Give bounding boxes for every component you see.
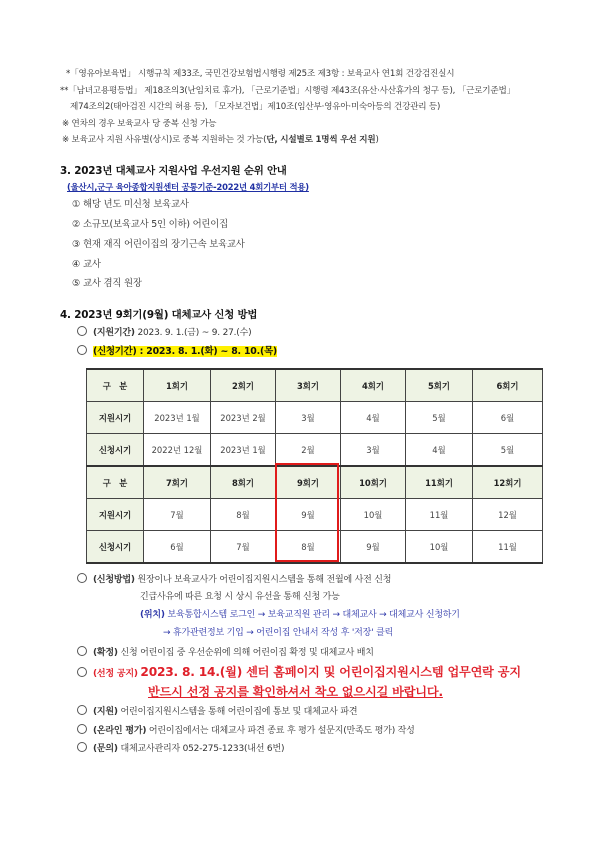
table-cell: 2023년 2월 [211, 402, 276, 434]
note-line-1: *「영유아보육법」 시행규칙 제33조, 국민건강보험법시행령 제25조 제3항 : 보육교사 연1회 건강검진실시 [66, 69, 455, 79]
circle-bullet-icon [77, 345, 87, 355]
table-cell: 구 분 [87, 369, 144, 402]
method-line-2: 긴급사유에 따른 요청 시 상시 유선을 통해 신청 가능 [140, 592, 340, 602]
note-line-4: ※ 연차의 경우 보육교사 당 중복 신청 가능 [62, 119, 217, 129]
table-cell: 9월 [341, 531, 406, 564]
inquiry-label: (문의) [93, 744, 118, 754]
method-line-1: 원장이나 보육교사가 어린이집지원시스템을 통해 전월에 사전 신청 [137, 575, 392, 585]
table-cell: 2022년 12월 [144, 434, 211, 467]
section-3-title: 3. 2023년 대체교사 지원사업 우선지원 순위 안내 [60, 165, 287, 177]
notice-label: (선정 공지) [93, 669, 138, 679]
table-cell: 9월 [276, 499, 341, 531]
table-cell: 10회기 [341, 466, 406, 499]
table-cell: 2월 [276, 434, 341, 467]
confirm-label: (확정) [93, 648, 118, 658]
circle-bullet-icon [77, 573, 87, 583]
table-cell: 2023년 1월 [144, 402, 211, 434]
table-cell: 6월 [473, 402, 543, 434]
table-header-row [87, 369, 543, 402]
table-cell: 11월 [406, 499, 473, 531]
table-cell: 5회기 [406, 369, 473, 402]
support-period-label: (지원기간) [93, 328, 135, 338]
table-cell: 8회기 [211, 466, 276, 499]
priority-item-1: ① 해당 년도 미신청 보육교사 [72, 199, 189, 210]
notice-row [77, 664, 521, 682]
table-row-header: 지원시기 [87, 402, 144, 434]
method-row [77, 573, 391, 586]
table-cell: 11회기 [406, 466, 473, 499]
note-line-2: **「남녀고용평등법」 제18조의3(난임치료 휴가), 「근로기준법」시행령 제43조(유산·사산휴가의 청구 등), 「근로기준법」 [60, 86, 515, 96]
table-cell: 4월 [406, 434, 473, 467]
note-line-5-prefix: ※ 보육교사 지원 사유별(상시)로 중복 지원하는 것 가능( [62, 135, 267, 145]
confirm-row [77, 646, 374, 659]
table-cell: 9회기 [276, 466, 341, 499]
method-label: (신청방법) [93, 575, 135, 585]
table-cell: 8월 [211, 499, 276, 531]
table-row-header: 신청시기 [87, 434, 144, 467]
note-line-5 [62, 134, 379, 146]
support-label: (지원) [93, 707, 118, 717]
inquiry-text: 대체교사관리자 052-275-1233(내선 6번) [120, 744, 285, 754]
table-row-header: 신청시기 [87, 531, 144, 564]
confirm-text: 신청 어린이집 중 우선순위에 의해 어린이집 확정 및 대체교사 배치 [120, 648, 374, 658]
priority-item-3: ③ 현재 재직 어린이집의 장기근속 보육교사 [72, 239, 245, 250]
circle-bullet-icon [77, 326, 87, 336]
priority-item-5: ⑤ 교사 겸직 원장 [72, 278, 142, 289]
table-row [87, 531, 543, 564]
table-cell: 7월 [144, 499, 211, 531]
inquiry-row [77, 742, 284, 755]
table-cell: 3월 [341, 434, 406, 467]
table-cell: 4회기 [341, 369, 406, 402]
table-cell: 10월 [406, 531, 473, 564]
notice-text: 2023. 8. 14.(월) 센터 홈페이지 및 어린이집지원시스템 업무연락 공지 [140, 665, 521, 679]
support-row [77, 705, 357, 718]
location-label: (위치) [140, 610, 165, 620]
table-row [87, 402, 543, 434]
note-line-5-suffix: ) [375, 135, 379, 145]
circle-bullet-icon [77, 646, 87, 656]
table-cell: 구 분 [87, 466, 144, 499]
table-cell: 2회기 [211, 369, 276, 402]
table-cell: 6월 [144, 531, 211, 564]
note-line-3: 제74조의2(태아검진 시간의 허용 등), 「모자보건법」제10조(임산부·영유아·미숙아등의 건강관리 등) [70, 102, 441, 112]
table-cell: 10월 [341, 499, 406, 531]
table-row-header: 지원시기 [87, 499, 144, 531]
table-cell: 11월 [473, 531, 543, 564]
table-cell: 12월 [473, 499, 543, 531]
section-3-subtitle: (울산시,군구 육아종합지원센터 공통기준-2022년 4회기부터 적용) [67, 182, 309, 192]
support-text: 어린이집지원시스템을 통해 어린이집에 통보 및 대체교사 파견 [120, 707, 358, 717]
schedule-table [86, 368, 543, 564]
table-row [87, 434, 543, 467]
location-row [140, 609, 460, 621]
note-line-5-bold: 단, 시설별로 1명씩 우선 지원 [266, 135, 376, 145]
support-period-row [77, 326, 251, 339]
apply-period-highlight: (신청기간) : 2023. 8. 1.(화) ~ 8. 10.(목) [93, 346, 278, 357]
table-cell: 5월 [473, 434, 543, 467]
section-4-title: 4. 2023년 9회기(9월) 대체교사 신청 방법 [60, 309, 258, 321]
support-period-value: 2023. 9. 1.(금) ~ 9. 27.(수) [137, 328, 252, 338]
table-cell: 2023년 1월 [211, 434, 276, 467]
location-line-1: 보육통합시스템 로그인 → 보육교직원 관리 → 대체교사 → 대체교사 신청하기 [167, 610, 460, 620]
eval-row [77, 724, 415, 737]
table-cell: 7회기 [144, 466, 211, 499]
circle-bullet-icon [77, 705, 87, 715]
table-cell: 3회기 [276, 369, 341, 402]
table-cell: 7월 [211, 531, 276, 564]
table-cell: 12회기 [473, 466, 543, 499]
table-header-row [87, 466, 543, 499]
circle-bullet-icon [77, 742, 87, 752]
eval-label: (온라인 평가) [93, 726, 147, 736]
circle-bullet-icon [77, 667, 87, 677]
apply-period-row [77, 345, 277, 358]
notice-warning: 반드시 선정 공지를 확인하셔서 착오 없으시길 바랍니다. [148, 685, 443, 699]
table-cell: 3월 [276, 402, 341, 434]
table-cell: 5월 [406, 402, 473, 434]
priority-item-4: ④ 교사 [72, 259, 101, 270]
table-cell: 1회기 [144, 369, 211, 402]
priority-item-2: ② 소규모(보육교사 5인 이하) 어린이집 [72, 219, 228, 230]
circle-bullet-icon [77, 724, 87, 734]
location-line-2: → 휴가관련정보 기입 → 어린이집 안내서 작성 후 '저장' 클릭 [163, 628, 394, 638]
eval-text: 어린이집에서는 대체교사 파견 종료 후 평가 설문지(만족도 평가) 작성 [148, 726, 415, 736]
table-cell: 4월 [341, 402, 406, 434]
table-cell: 8월 [276, 531, 341, 564]
table-row [87, 499, 543, 531]
table-cell: 6회기 [473, 369, 543, 402]
